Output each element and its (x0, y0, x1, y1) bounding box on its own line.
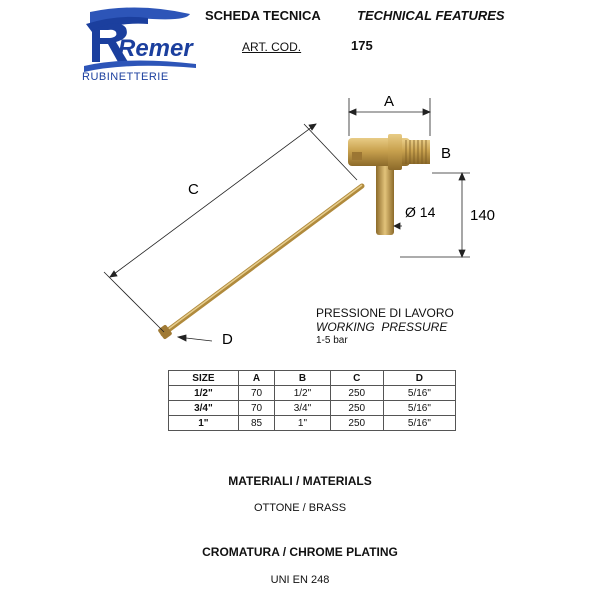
plating-title: CROMATURA / CHROME PLATING (202, 545, 398, 559)
pressure-block (316, 306, 454, 348)
materials-title: MATERIALI / MATERIALS (228, 474, 372, 488)
diameter-arrow (394, 223, 402, 229)
valve-nut (388, 134, 402, 170)
cell-size: 1" (169, 416, 239, 431)
cell-d: 5/16" (383, 401, 455, 416)
dimension-c (104, 124, 357, 332)
technical-drawing (0, 90, 600, 370)
label-b: B (441, 145, 452, 162)
table-row (169, 401, 456, 416)
logo-wordmark: Remer (118, 35, 193, 62)
table-row (169, 386, 456, 401)
cell-size: 1/2" (169, 386, 239, 401)
dimension-d (178, 335, 212, 341)
title-english: TECHNICAL FEATURES (357, 8, 505, 23)
label-height: 140 (470, 207, 496, 224)
cell-d: 5/16" (383, 386, 455, 401)
header-b: B (275, 371, 330, 386)
cell-b: 1/2" (275, 386, 330, 401)
table-header-row (169, 371, 456, 386)
remer-logo-mark (78, 4, 204, 82)
label-a: A (384, 93, 395, 110)
cell-b: 1" (275, 416, 330, 431)
cell-c: 250 (330, 386, 383, 401)
header-a: A (238, 371, 274, 386)
cell-a: 70 (238, 401, 274, 416)
label-diameter: Ø 14 (405, 204, 436, 220)
table-row (169, 416, 456, 431)
materials-value: OTTONE / BRASS (253, 502, 347, 514)
title-italian: SCHEDA TECNICA (205, 8, 321, 23)
pressure-range: 1-5 bar (316, 335, 348, 346)
valve-stem (376, 160, 394, 235)
cell-a: 85 (238, 416, 274, 431)
label-c: C (188, 181, 199, 198)
cell-c: 250 (330, 416, 383, 431)
header-c: C (330, 371, 383, 386)
label-d: D (222, 331, 233, 348)
logo-subtitle: RUBINETTERIE (82, 71, 169, 82)
rod-pivot (352, 152, 362, 160)
cell-d: 5/16" (383, 416, 455, 431)
cell-size: 3/4" (169, 401, 239, 416)
header-d: D (383, 371, 455, 386)
pressure-label-italian: PRESSIONE DI LAVORO (316, 306, 454, 320)
cell-b: 3/4" (275, 401, 330, 416)
pressure-label-english: WORKING PRESSURE (316, 320, 448, 334)
art-code-value: 175 (351, 38, 373, 53)
plating-value: UNI EN 248 (270, 574, 330, 586)
header-size: SIZE (169, 371, 239, 386)
brand-logo (78, 4, 204, 82)
size-table (168, 370, 456, 431)
art-code-label: ART. COD. (242, 40, 302, 54)
cell-c: 250 (330, 401, 383, 416)
cell-a: 70 (238, 386, 274, 401)
